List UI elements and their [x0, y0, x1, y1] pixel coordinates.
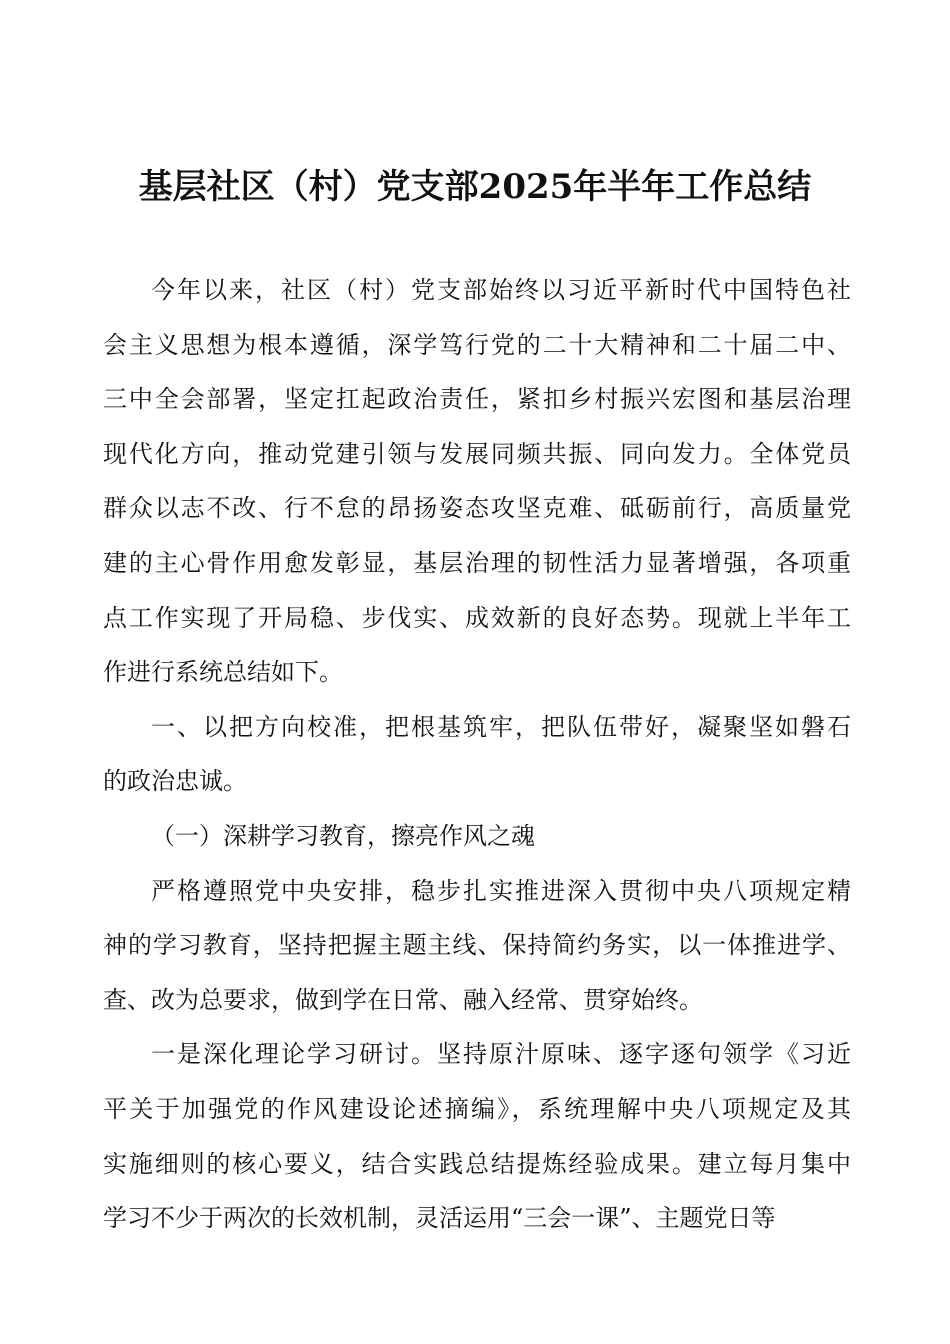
text-line: 平关于加强党的作风建设论述摘编》，系统理解中央八项规定及其: [103, 1094, 854, 1123]
document-title: 基层社区（村）党支部2025年半年工作总结: [138, 167, 812, 207]
text-line: 三中全会部署，坚定扛起政治责任，紧扣乡村振兴宏图和基层治理: [103, 385, 853, 414]
text-line: 现代化方向，推动党建引领与发展同频共振、同向发力。全体党员: [103, 439, 853, 468]
text-line: 建的主心骨作用愈发彰显，基层治理的韧性活力显著增强，各项重: [103, 548, 853, 577]
text-line: 学习不少于两次的长效机制，灵活运用“三会一课”、主题党日等: [103, 1204, 776, 1233]
text-line: 今年以来，社区（村）党支部始终以习近平新时代中国特色社: [151, 276, 853, 304]
text-line: 群众以志不改、行不怠的昂扬姿态攻坚克难、砥砺前行，高质量党: [103, 494, 853, 523]
subsection-heading: （一）深耕学习教育，擦亮作风之魂: [151, 821, 535, 850]
text-line: 严格遵照党中央安排，稳步扎实推进深入贯彻中央八项规定精: [151, 876, 853, 905]
section-heading-cont: 的政治忠诚。: [103, 767, 247, 796]
section-heading: 一、以把方向校准，把根基筑牢，把队伍带好，凝聚坚如磐石: [151, 712, 853, 741]
text-line: 查、改为总要求，做到学在日常、融入经常、贯穿始终。: [103, 985, 703, 1014]
text-line: 一是深化理论学习研讨。坚持原汁原味、逐字逐句领学《习近: [151, 1040, 853, 1069]
text-line: 神的学习教育，坚持把握主题主线、保持简约务实，以一体推进学、: [103, 931, 852, 960]
text-line: 作进行系统总结如下。: [103, 658, 343, 687]
text-line: 点工作实现了开局稳、步伐实、成效新的良好态势。现就上半年工: [103, 603, 853, 632]
document-body: [103, 268, 854, 1251]
text-line: 实施细则的核心要义，结合实践总结提炼经验成果。建立每月集中: [103, 1149, 853, 1178]
text-line: 会主义思想为根本遵循，深学笃行党的二十大精神和二十届二中、: [103, 330, 853, 359]
